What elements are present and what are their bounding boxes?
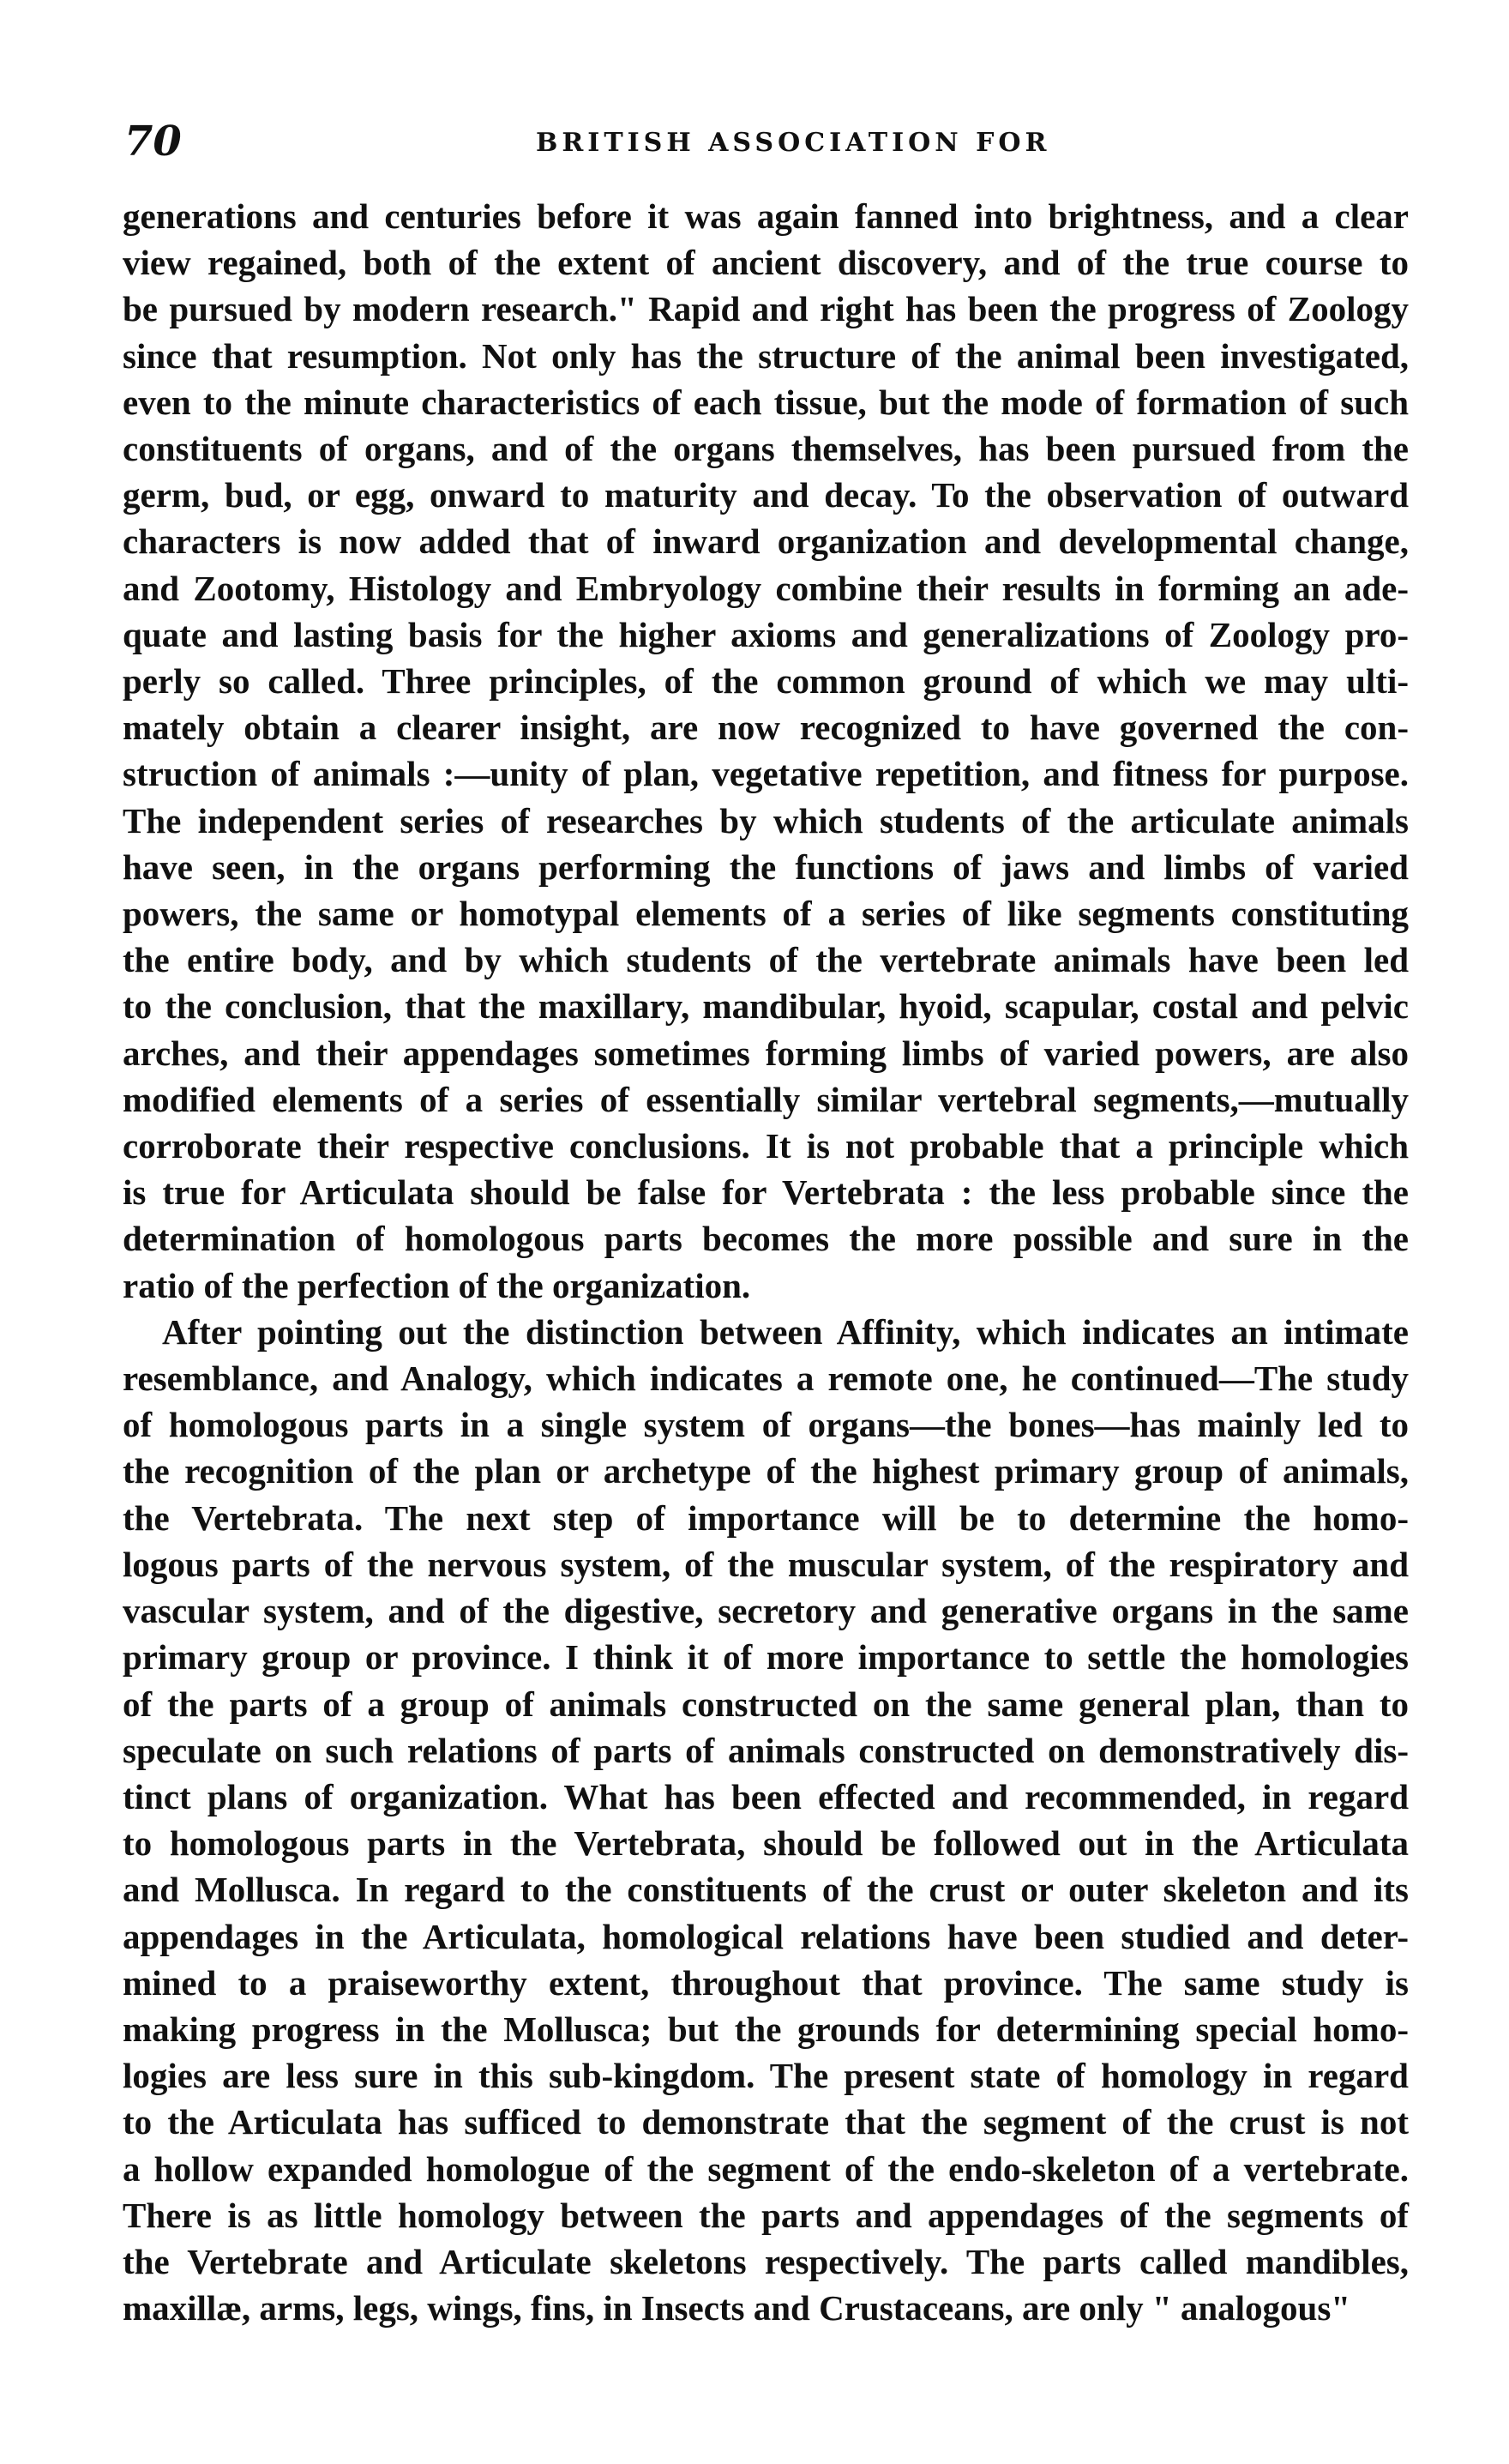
text-line: mined to a praiseworthy extent, throughout that province. The same study is	[123, 1962, 1409, 2003]
text-line: a hollow expanded homologue of the segment of the endo-skeleton of a vertebrate.	[123, 2148, 1409, 2189]
text-line: view regained, both of the extent of ancient discovery, and of the true course to	[123, 243, 1409, 283]
text-line: quate and lasting basis for the higher axioms and generalizations of Zoology pro-	[123, 614, 1409, 654]
body-text	[123, 193, 1409, 2331]
text-line: mately obtain a clearer insight, are now recognized to have governed the con-	[123, 708, 1409, 748]
text-line: modified elements of a series of essentially similar vertebral segments,—mutually	[123, 1079, 1409, 1119]
text-line: and Zootomy, Histology and Embryology combine their results in forming an ade-	[123, 568, 1409, 608]
page-number: 70	[124, 117, 182, 166]
text-line: of homologous parts in a single system of organs—the bones—has mainly led to	[123, 1405, 1409, 1445]
text-line: the Vertebrate and Articulate skeletons respectively. The parts called mandibles,	[123, 2241, 1409, 2281]
text-line: germ, bud, or egg, onward to maturity and decay. To the observation of outward	[123, 475, 1409, 515]
text-line: There is as little homology between the parts and appendages of the segments of	[123, 2195, 1409, 2235]
text-line: is true for Articulata should be false for Vertebrata : the less probable since the	[123, 1172, 1409, 1213]
text-line: since that resumption. Not only has the structure of the animal been investigated,	[123, 335, 1409, 376]
text-line: even to the minute characteristics of each tissue, but the mode of formation of such	[123, 382, 1409, 422]
text-line: arches, and their appendages sometimes forming limbs of varied powers, are also	[123, 1033, 1409, 1073]
text-line: of the parts of a group of animals constructed on the same general plan, than to	[123, 1684, 1409, 1724]
text-line: generations and centuries before it was again fanned into brightness, and a clear	[123, 196, 1409, 236]
text-line: the Vertebrata. The next step of importance will be to determine the homo-	[123, 1497, 1409, 1538]
running-head: BRITISH ASSOCIATION FOR	[536, 128, 1051, 158]
page-header	[124, 116, 1406, 167]
text-line: constituents of organs, and of the organs themselves, has been pursued from the	[123, 429, 1409, 469]
text-line: powers, the same or homotypal elements of a series of like segments constituting	[123, 894, 1409, 934]
text-line: speculate on such relations of parts of animals constructed on demonstratively dis-	[123, 1730, 1409, 1770]
paragraph	[123, 1309, 1409, 2331]
text-line: primary group or province. I think it of more importance to settle the homologies	[123, 1637, 1409, 1678]
text-line: perly so called. Three principles, of the common ground of which we may ulti-	[123, 661, 1409, 702]
text-line: to the conclusion, that the maxillary, mandibular, hyoid, scapular, costal and pelvic	[123, 986, 1409, 1027]
text-line: After pointing out the distinction between Affinity, which indicates an intimate	[162, 1311, 1409, 1352]
text-line: to homologous parts in the Vertebrata, should be followed out in the Articulata	[123, 1823, 1409, 1864]
text-line: and Mollusca. In regard to the constituents of the crust or outer skeleton and its	[123, 1870, 1409, 1910]
text-line: the entire body, and by which students of the vertebrate animals have been led	[123, 940, 1409, 980]
text-line: The independent series of researches by which students of the articulate animals	[123, 800, 1409, 840]
text-line: determination of homologous parts becomes the more possible and sure in the	[123, 1219, 1409, 1259]
text-line: be pursued by modern research." Rapid and right has been the progress of Zoology	[123, 289, 1409, 329]
text-line: struction of animals :—unity of plan, vegetative repetition, and fitness for purpose.	[123, 754, 1409, 794]
text-line: the recognition of the plan or archetype of the highest primary group of animals,	[123, 1451, 1409, 1491]
text-line: corroborate their respective conclusions. It is not probable that a principle which	[123, 1126, 1409, 1166]
text-line: tinct plans of organization. What has been effected and recommended, in regard	[123, 1776, 1409, 1816]
text-line: characters is now added that of inward organization and developmental change,	[123, 521, 1409, 562]
text-line: logies are less sure in this sub-kingdom. The present state of homology in regard	[123, 2056, 1409, 2096]
text-line: resemblance, and Analogy, which indicates a remote one, he continued—The study	[123, 1359, 1409, 1399]
text-line: appendages in the Articulata, homological relations have been studied and deter-	[123, 1916, 1409, 1956]
text-line: making progress in the Mollusca; but the grounds for determining special homo-	[123, 2009, 1409, 2049]
text-line: to the Articulata has sufficed to demonstrate that the segment of the crust is not	[123, 2102, 1409, 2142]
text-line: ratio of the perfection of the organization.	[123, 1265, 751, 1305]
text-line: maxillæ, arms, legs, wings, fins, in Insects and Crustaceans, are only " analogous"	[123, 2288, 1351, 2328]
paragraph	[123, 193, 1409, 1309]
text-line: logous parts of the nervous system, of the muscular system, of the respiratory and	[123, 1544, 1409, 1584]
text-line: have seen, in the organs performing the functions of jaws and limbs of varied	[123, 846, 1409, 887]
text-line: vascular system, and of the digestive, secretory and generative organs in the same	[123, 1591, 1409, 1631]
